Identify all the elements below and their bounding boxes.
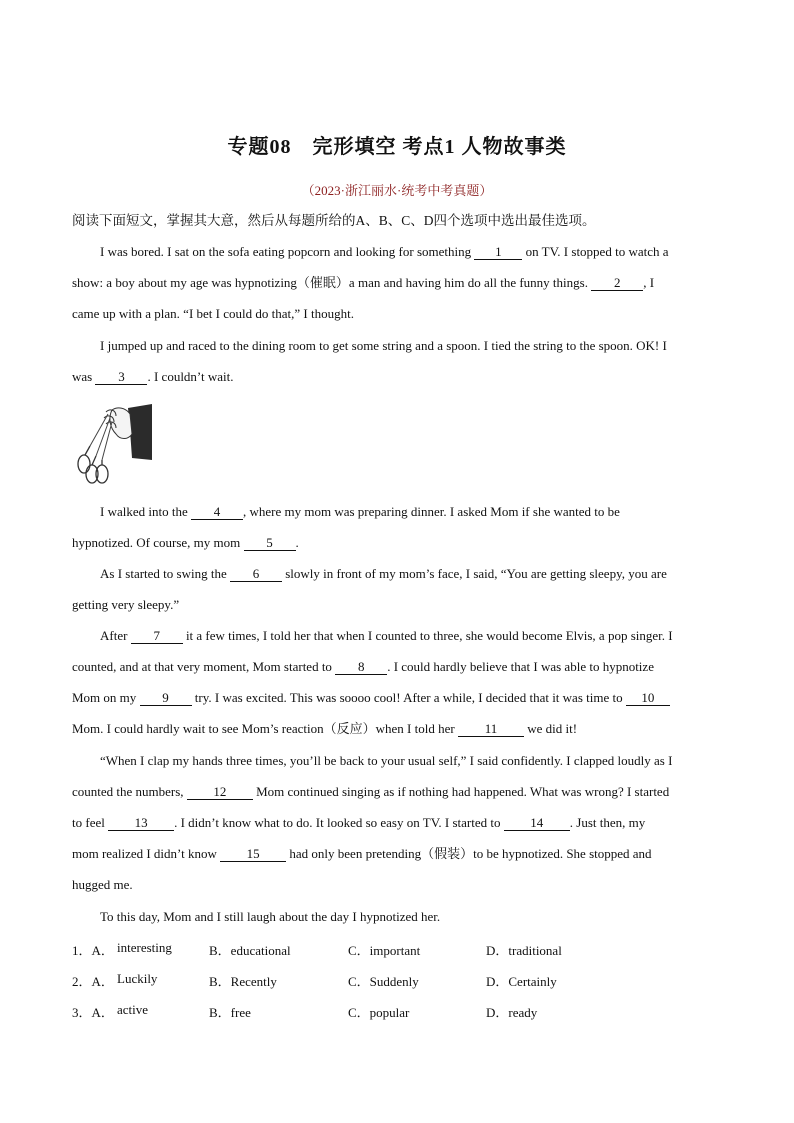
text-segment: slowly in front of my mom’s face, I said, “You are getting sleepy, you are [285, 566, 667, 581]
text-segment: , where my mom was preparing dinner. I asked Mom if she wanted to be [242, 504, 620, 519]
paragraph-1 [72, 236, 724, 329]
text-segment: had only been pretending（假装）to be hypnotized. She stopped and [289, 846, 652, 861]
source-note: （2023·浙江丽水·统考中考真题） [301, 183, 493, 198]
text-segment: , I [643, 275, 655, 290]
text-line: “When I clap my hands three times, you’ll be back to your usual self,” I said confidently. I clapped loudly as I [100, 753, 673, 768]
text-segment: on TV. I stopped to watch a [525, 244, 669, 259]
text-line: I jumped up and raced to the dining room to get some string and a spoon. I tied the string to the spoon. OK! I [100, 338, 667, 353]
text-segment: Mom on my [72, 690, 137, 705]
paragraph-3 [72, 496, 724, 558]
text-segment: counted, and at that very moment, Mom started to [72, 659, 332, 674]
text-line [72, 236, 724, 267]
text-line [72, 527, 724, 558]
blank-13: 13 [108, 816, 174, 831]
blank-4: 4 [191, 505, 243, 520]
blank-2: 2 [591, 276, 643, 291]
blank-8: 8 [335, 660, 387, 675]
text-segment: show: a boy about my age was hypnotizing（催眠）a man and having him do all the funny things. [72, 275, 588, 290]
option-b: B．educational [209, 943, 291, 958]
text-segment: counted the numbers, [72, 784, 184, 799]
hand-with-spoons-illustration [70, 400, 154, 484]
text-segment: to feel [72, 815, 105, 830]
text-segment: I was bored. I sat on the sofa eating popcorn and looking for something [100, 244, 472, 259]
text-line [72, 558, 724, 589]
option-a: active [117, 1002, 149, 1017]
option-d: D．traditional [486, 943, 562, 958]
text-line [72, 682, 724, 713]
text-line [72, 807, 724, 838]
blank-10: 10 [626, 691, 670, 706]
option-c: C．important [348, 943, 421, 958]
text-segment: . I couldn’t wait. [147, 369, 234, 384]
option-c: C．popular [348, 1005, 410, 1020]
text-segment: mom realized I didn’t know [72, 846, 217, 861]
text-line [72, 713, 724, 744]
question-number: 2．A． [72, 974, 114, 989]
text-line [72, 651, 724, 682]
paragraph-5 [72, 620, 724, 744]
blank-1: 1 [474, 245, 522, 260]
paragraph-4 [72, 558, 724, 620]
text-segment: Mom continued singing as if nothing had happened. What was wrong? I started [256, 784, 670, 799]
text-segment: . Just then, my [569, 815, 646, 830]
text-segment: . [295, 535, 299, 550]
option-b: B．Recently [209, 974, 277, 989]
blank-5: 5 [244, 536, 296, 551]
instructions: 阅读下面短文，掌握其大意，然后从每题所给的A、B、C、D四个选项中选出最佳选项。 [72, 213, 596, 228]
question-number: 1．A． [72, 943, 114, 958]
blank-9: 9 [140, 691, 192, 706]
paragraph-2 [72, 330, 724, 392]
blank-11: 11 [458, 722, 524, 737]
text-segment: As I started to swing the [100, 566, 227, 581]
text-segment: hypnotized. Of course, my mom [72, 535, 241, 550]
option-b: B．free [209, 1005, 251, 1020]
blank-14: 14 [504, 816, 570, 831]
blank-12: 12 [187, 785, 253, 800]
option-a: Luckily [117, 971, 158, 986]
text-segment: After [100, 628, 128, 643]
text-segment: it a few times, I told her that when I counted to three, she would become Elvis, a pop singer. I [185, 628, 673, 643]
text-line [72, 361, 724, 392]
text-segment: . I didn’t know what to do. It looked so easy on TV. I started to [174, 815, 501, 830]
text-segment: Mom. I could hardly wait to see Mom’s reaction（反应）when I told her [72, 721, 455, 736]
question-number: 3．A． [72, 1005, 114, 1020]
text-line [72, 620, 724, 651]
text-segment: I walked into the [100, 504, 188, 519]
option-d: D．ready [486, 1005, 538, 1020]
blank-15: 15 [220, 847, 286, 862]
text-segment: try. I was excited. This was soooo cool! After a while, I decided that it was time to [194, 690, 623, 705]
option-d: D．Certainly [486, 974, 557, 989]
blank-6: 6 [230, 567, 282, 582]
blank-7: 7 [131, 629, 183, 644]
hand-spoon-image [70, 400, 154, 484]
text-line: To this day, Mom and I still laugh about the day I hypnotized her. [100, 909, 441, 924]
text-segment: . I could hardly believe that I was able to hypnotize [387, 659, 654, 674]
text-segment: was [72, 369, 93, 384]
text-line: hugged me. [72, 877, 133, 892]
paragraph-6 [72, 745, 724, 900]
option-a: interesting [117, 940, 172, 955]
text-line [72, 838, 724, 869]
text-segment: we did it! [527, 721, 578, 736]
page-title: 专题08 完形填空 考点1 人物故事类 [227, 136, 567, 158]
text-line [72, 267, 724, 298]
paragraph-7 [72, 901, 724, 932]
option-c: C．Suddenly [348, 974, 419, 989]
text-line: came up with a plan. “I bet I could do that,” I thought. [72, 306, 354, 321]
text-line [72, 776, 724, 807]
text-line [72, 496, 724, 527]
blank-3: 3 [95, 370, 147, 385]
text-line: getting very sleepy.” [72, 597, 180, 612]
